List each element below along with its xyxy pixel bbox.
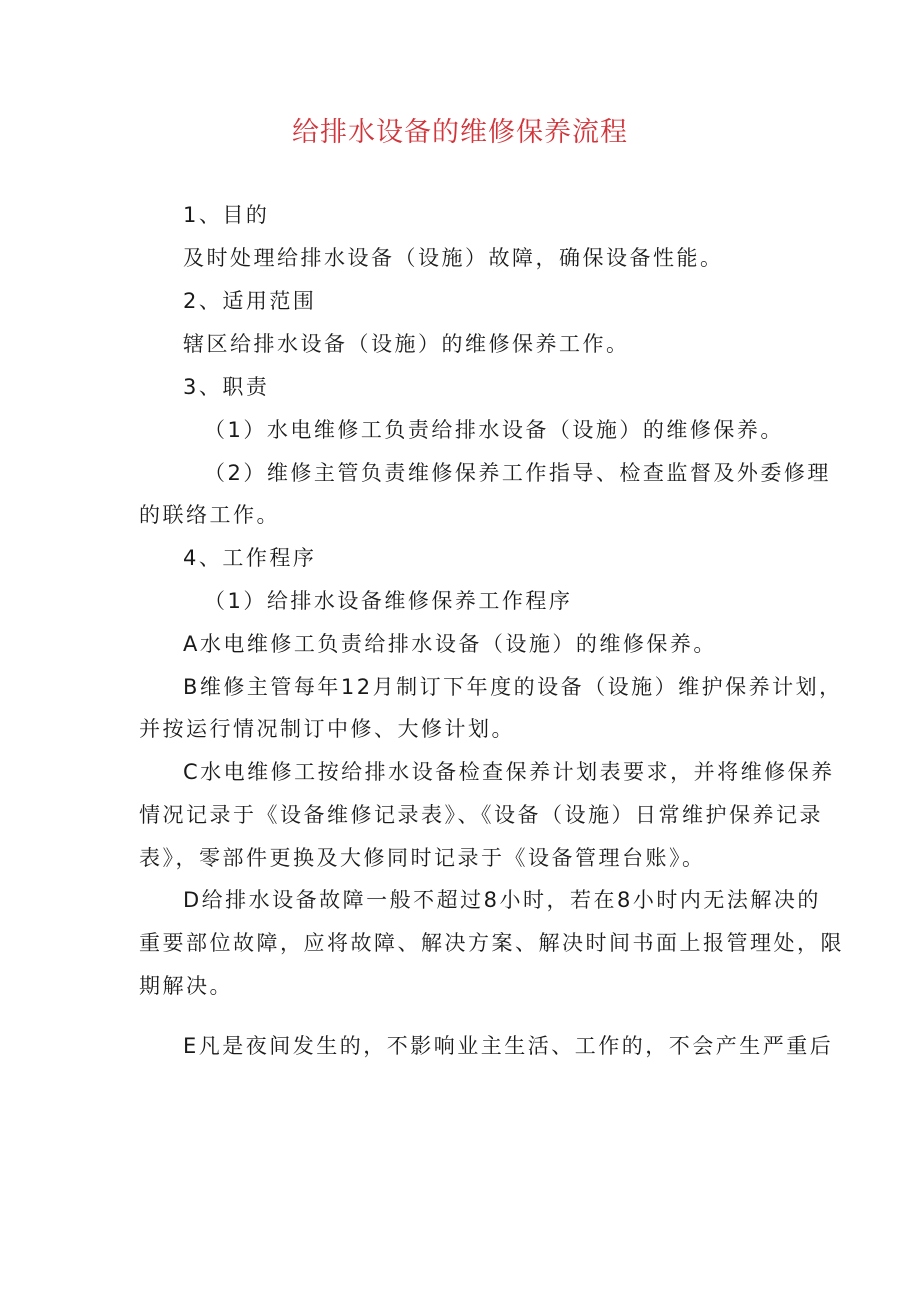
paragraph-line: 情况记录于《设备维修记录表》、《设备（设施）日常维护保养记录 <box>139 803 823 827</box>
section-heading-procedure: 4、工作程序 <box>183 546 317 570</box>
paragraph-line: C水电维修工按给排水设备检查保养计划表要求，并将维修保养 <box>183 760 835 784</box>
paragraph-line: （2）维修主管负责维修保养工作指导、检查监督及外委修理 <box>204 461 831 485</box>
paragraph-line: 辖区给排水设备（设施）的维修保养工作。 <box>183 332 630 356</box>
paragraph-line: 期解决。 <box>139 974 233 998</box>
paragraph-line: B维修主管每年12月制订下年度的设备（设施）维护保养计划， <box>183 675 843 699</box>
section-heading-purpose: 1、目的 <box>183 203 270 227</box>
section-heading-scope: 2、适用范围 <box>183 289 317 313</box>
paragraph-line: 表》，零部件更换及大修同时记录于《设备管理台账》。 <box>139 846 706 870</box>
paragraph-line: 及时处理给排水设备（设施）故障，确保设备性能。 <box>183 246 724 270</box>
paragraph-line: （1）水电维修工负责给排水设备（设施）的维修保养。 <box>204 418 784 442</box>
subsection-heading: （1）给排水设备维修保养工作程序 <box>204 589 573 613</box>
paragraph-line: E凡是夜间发生的，不影响业主生活、工作的，不会产生严重后 <box>183 1034 834 1058</box>
paragraph-line: 重要部位故障，应将故障、解决方案、解决时间书面上报管理处，限 <box>139 931 844 955</box>
paragraph-line: 的联络工作。 <box>139 503 280 527</box>
document-title: 给排水设备的维修保养流程 <box>292 117 628 148</box>
paragraph-line: 并按运行情况制订中修、大修计划。 <box>139 717 515 741</box>
paragraph-line: A水电维修工负责给排水设备（设施）的维修保养。 <box>183 632 717 656</box>
paragraph-line: D给排水设备故障一般不超过8小时，若在8小时内无法解决的 <box>183 888 821 912</box>
section-heading-responsibilities: 3、职责 <box>183 375 270 399</box>
